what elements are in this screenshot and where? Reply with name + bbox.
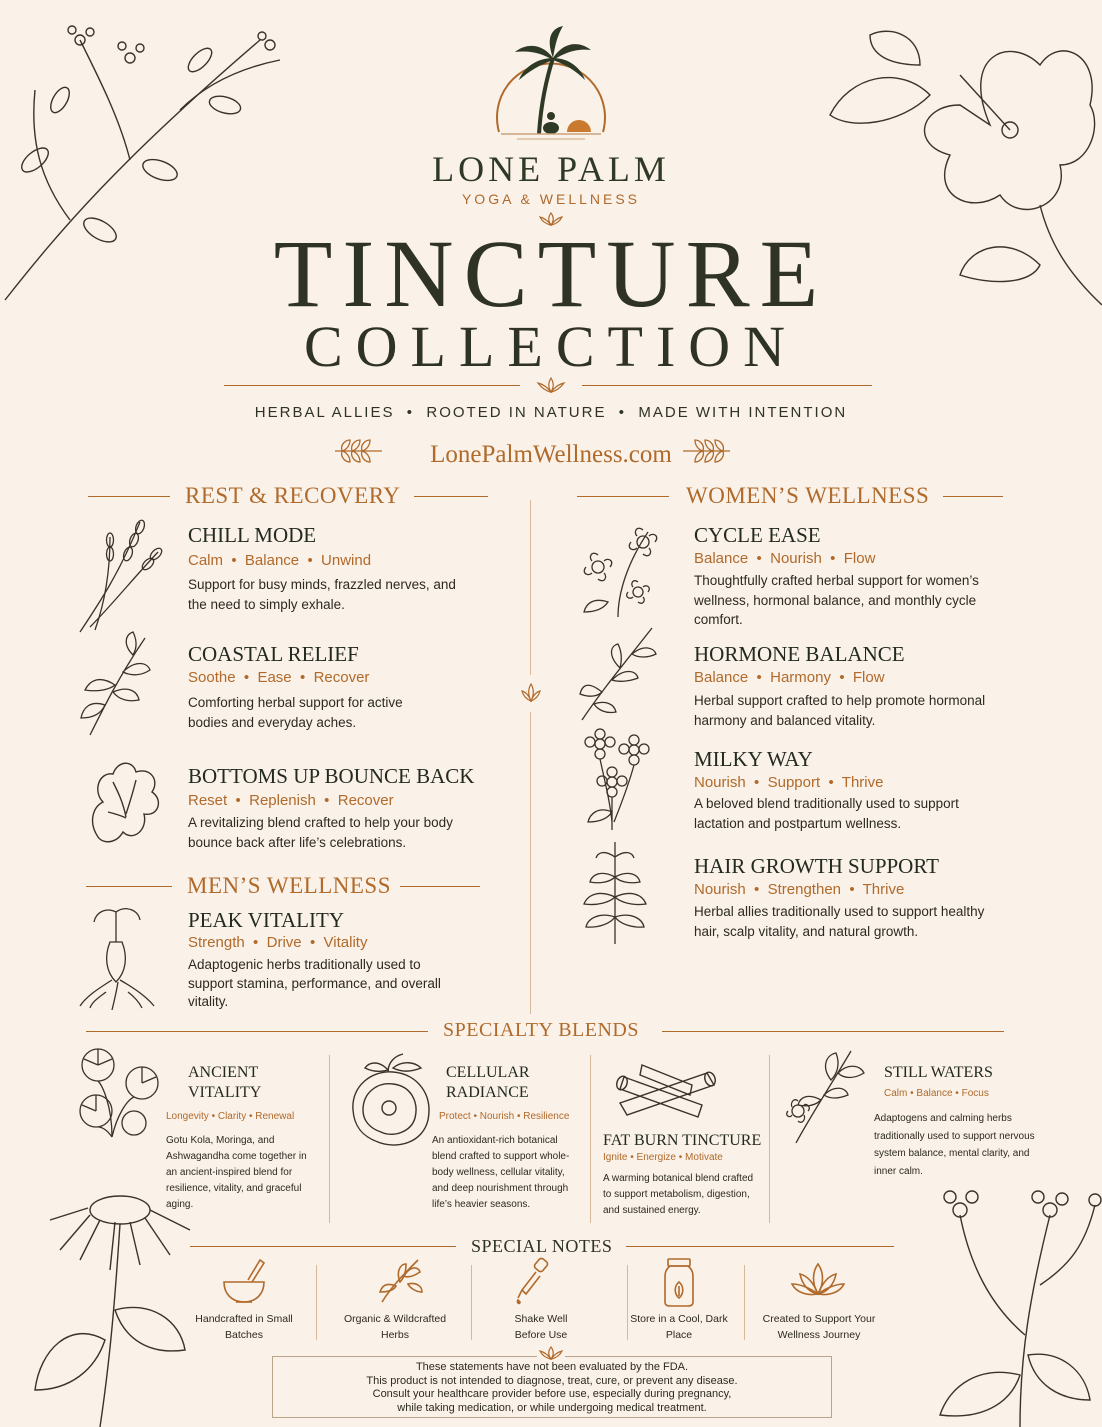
item-desc-cycle-ease: Thoughtfully crafted herbal support for women’s wellness, hormonal balance, and monthly cycle comfort. <box>694 573 979 627</box>
note-organic: Organic & Wildcrafted Herbs <box>343 1313 447 1341</box>
womens-wellness-heading: WOMEN’S WELLNESS <box>686 483 930 508</box>
main-title-line2: COLLECTION <box>303 314 799 379</box>
item-tags-coastal-relief: Soothe • Ease • Recover <box>188 669 370 686</box>
specialty-divider-1 <box>329 1055 330 1223</box>
brand-subtitle: YOGA & WELLNESS <box>461 191 641 207</box>
flowering-sprig-icon <box>776 1045 871 1145</box>
mens-rule-right <box>400 886 480 887</box>
item-desc-bottoms-up: A revitalizing blend crafted to help your body bounce back after life’s celebrations. <box>188 815 453 850</box>
rosemary-icon <box>570 832 662 947</box>
item-desc-hair-growth: Herbal allies traditionally used to support healthy hair, scalp vitality, and natural growth. <box>694 904 985 939</box>
item-name-cellular-radiance: CELLULAR RADIANCE <box>446 1064 530 1101</box>
ginseng-root-icon <box>76 902 158 1010</box>
item-name-hormone-balance: HORMONE BALANCE <box>694 642 905 666</box>
note-store-cool: Store in a Cool, Dark Place <box>630 1313 728 1341</box>
item-tags-cycle-ease: Balance • Nourish • Flow <box>694 550 876 567</box>
item-desc-still-waters: Adaptogens and calming herbs traditionally used to support nervous system balance, mental clarity, and inner calm. <box>874 1113 1035 1177</box>
fda-disclaimer <box>272 1356 832 1418</box>
disclaimer-line1: These statements have not been evaluated by the FDA. <box>415 1361 689 1373</box>
notes-divider-3 <box>627 1265 628 1340</box>
item-name-ancient-vitality: ANCIENT VITALITY <box>188 1064 262 1101</box>
notes-divider-4 <box>744 1265 745 1340</box>
item-tags-milky-way: Nourish • Support • Thrive <box>694 774 884 791</box>
notes-rule-left <box>190 1246 456 1247</box>
rest-rule-right <box>414 496 488 497</box>
disclaimer-line3: Consult your healthcare provider before use, especially during pregnancy, <box>372 1388 732 1400</box>
item-name-milky-way: MILKY WAY <box>694 747 813 771</box>
item-name-hair-growth: HAIR GROWTH SUPPORT <box>694 854 939 878</box>
rest-rule-left <box>88 496 170 497</box>
item-desc-milky-way: A beloved blend traditionally used to support lactation and postpartum wellness. <box>694 796 959 831</box>
item-tags-hormone-balance: Balance • Harmony • Flow <box>694 669 885 686</box>
item-tags-still-waters: Calm • Balance • Focus <box>884 1088 989 1099</box>
brand-name: LONE PALM <box>432 149 670 189</box>
item-tags-cellular-radiance: Protect • Nourish • Resilience <box>439 1111 570 1122</box>
lotus-icon <box>790 1260 846 1300</box>
specialty-divider-3 <box>769 1055 770 1223</box>
tagline: HERBAL ALLIES • ROOTED IN NATURE • MADE WITH INTENTION <box>254 404 848 421</box>
note-handcrafted: Handcrafted in Small Batches <box>195 1313 293 1341</box>
item-name-peak-vitality: PEAK VITALITY <box>188 908 344 932</box>
item-name-cycle-ease: CYCLE EASE <box>694 523 821 547</box>
item-desc-ancient-vitality: Gotu Kola, Moringa, and Ashwagandha come together in an ancient-inspired blend for resilience, vitality, and graceful aging. <box>166 1135 307 1210</box>
item-desc-coastal-relief: Comforting herbal support for active bodies and everyday aches. <box>188 695 403 730</box>
lotus-ornament-icon <box>535 377 567 393</box>
wildflower-bottom-right-icon <box>920 1175 1102 1427</box>
item-name-chill-mode: CHILL MODE <box>188 523 317 547</box>
item-name-still-waters: STILL WATERS <box>884 1064 993 1081</box>
specialty-rule-right <box>662 1031 1004 1032</box>
dropper-icon <box>514 1256 554 1306</box>
blossom-branch-icon <box>568 512 668 622</box>
lotus-center-icon <box>520 682 542 704</box>
notes-divider-1 <box>316 1265 317 1340</box>
item-tags-chill-mode: Calm • Balance • Unwind <box>188 552 372 569</box>
item-tags-peak-vitality: Strength • Drive • Vitality <box>188 934 368 951</box>
cinnamon-sticks-icon <box>612 1055 722 1125</box>
item-name-coastal-relief: COASTAL RELIEF <box>188 642 359 666</box>
item-desc-peak-vitality: Adaptogenic herbs traditionally used to support stamina, performance, and overall vitality. <box>188 957 441 1009</box>
womens-rule-left <box>577 496 669 497</box>
item-tags-fat-burn: Ignite • Energize • Motivate <box>603 1152 723 1163</box>
disclaimer-line2: This product is not intended to diagnose, treat, cure, or prevent any disease. <box>366 1374 738 1387</box>
item-name-fat-burn: FAT BURN TINCTURE <box>603 1132 762 1149</box>
notes-divider-2 <box>471 1265 472 1340</box>
fruit-half-icon <box>343 1050 438 1152</box>
herb-sprig-icon <box>572 620 662 725</box>
specialty-divider-2 <box>590 1055 591 1223</box>
item-desc-fat-burn: A warming botanical blend crafted to support metabolism, digestion, and sustained energy. <box>603 1173 754 1216</box>
title-rule-left <box>224 385 520 386</box>
notes-rule-right <box>626 1246 894 1247</box>
leafy-branch-icon <box>75 630 155 740</box>
mens-rule-left <box>86 886 172 887</box>
note-wellness-journey: Created to Support Your Wellness Journey <box>762 1313 876 1341</box>
special-notes-heading: SPECIAL NOTES <box>471 1236 613 1256</box>
leaf-sprig-icon <box>376 1256 424 1306</box>
disclaimer-line4: while taking medication, or while undergoing medical treatment. <box>397 1401 707 1414</box>
lotus-disclaimer-icon <box>537 1346 565 1360</box>
note-shake-well: Shake Well Before Use <box>514 1313 568 1341</box>
main-title-line1: TINCTURE <box>273 220 829 327</box>
ginger-root-icon <box>78 752 168 847</box>
laurel-right-icon <box>680 436 735 466</box>
item-tags-hair-growth: Nourish • Strengthen • Thrive <box>694 881 905 898</box>
lavender-icon <box>70 512 165 637</box>
item-desc-hormone-balance: Herbal support crafted to help promote hormonal harmony and balanced vitality. <box>694 693 986 728</box>
rest-recovery-heading: REST & RECOVERY <box>185 483 401 508</box>
jar-icon <box>662 1256 696 1308</box>
column-divider-lower <box>530 712 531 1014</box>
gotu-kola-icon <box>72 1045 164 1141</box>
item-desc-cellular-radiance: An antioxidant-rich botanical blend crafted to support whole-body wellness, cellular vitality, and deep nourishment through life’s heavier seasons. <box>432 1135 570 1210</box>
specialty-heading: SPECIALTY BLENDS <box>443 1019 639 1041</box>
item-tags-bottoms-up: Reset • Replenish • Recover <box>188 792 394 809</box>
column-divider <box>530 500 531 675</box>
item-desc-chill-mode: Support for busy minds, frazzled nerves, and the need to simply exhale. <box>188 577 456 612</box>
website-link[interactable]: LonePalmWellness.com <box>430 441 672 468</box>
item-tags-ancient-vitality: Longevity • Clarity • Renewal <box>166 1111 295 1122</box>
mortar-pestle-icon <box>220 1256 268 1306</box>
title-rule-right <box>582 385 872 386</box>
specialty-rule-left <box>86 1031 428 1032</box>
palm-sunset-logo-icon <box>481 22 621 142</box>
item-name-bottoms-up: BOTTOMS UP BOUNCE BACK <box>188 764 475 788</box>
womens-rule-right <box>943 496 1003 497</box>
flower-cluster-icon <box>570 722 660 830</box>
mens-wellness-heading: MEN’S WELLNESS <box>187 873 391 898</box>
